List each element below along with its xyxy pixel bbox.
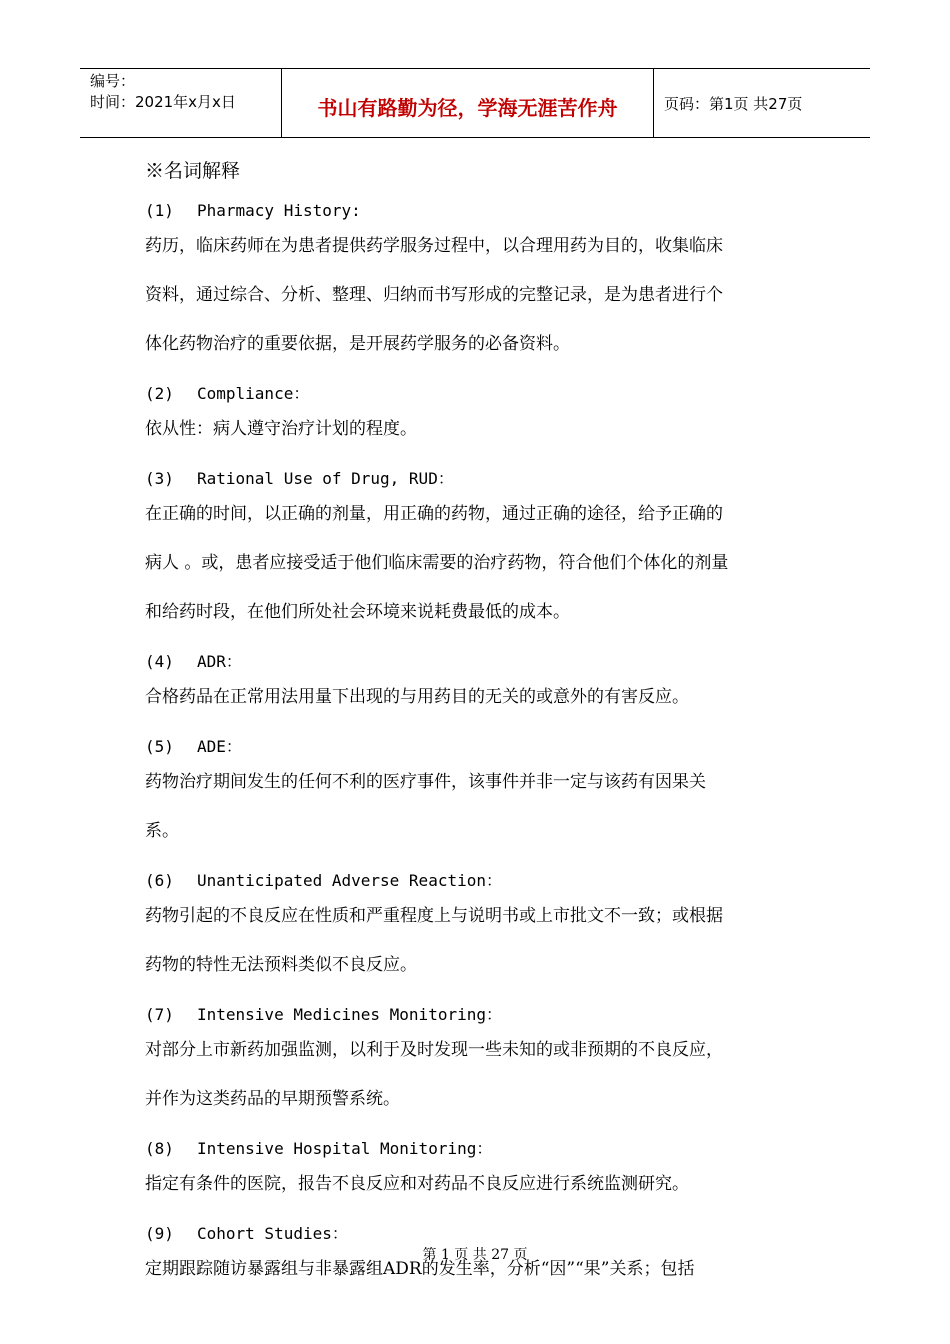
definition-line: 合格药品在正常用法用量下出现的与用药目的无关的或意外的有害反应。 bbox=[145, 687, 689, 707]
glossary-entry bbox=[145, 870, 825, 990]
definition-line: 药物的特性无法预料类似不良反应。 bbox=[145, 955, 417, 975]
glossary-entry bbox=[145, 1004, 825, 1124]
term-heading bbox=[145, 383, 825, 405]
definition-line: 系。 bbox=[145, 821, 179, 841]
section-title: ※名词解释 bbox=[145, 160, 241, 182]
definition-line: 药历，临床药师在为患者提供药学服务过程中，以合理用药为目的，收集临床 bbox=[145, 236, 723, 256]
document-body bbox=[145, 156, 825, 1308]
definition-line: 对部分上市新药加强监测，以利于及时发现一些未知的或非预期的不良反应， bbox=[145, 1040, 723, 1060]
header-page-info: 页码：第1页 共27页 bbox=[664, 94, 803, 113]
page-footer: 第 1 页 共 27 页 bbox=[422, 1247, 528, 1263]
glossary-list bbox=[145, 200, 825, 1294]
term-name: Rational Use of Drug, RUD： bbox=[197, 469, 454, 488]
term-name: Pharmacy History: bbox=[197, 201, 361, 220]
term-heading bbox=[145, 1223, 825, 1245]
header-motto: 书山有路勤为径，学海无涯苦作舟 bbox=[282, 69, 654, 137]
term-heading bbox=[145, 200, 825, 222]
serial-label: 编号： bbox=[90, 72, 136, 90]
definition-line: 药物引起的不良反应在性质和严重程度上与说明书或上市批文不一致；或根据 bbox=[145, 906, 723, 926]
definition-line: 在正确的时间，以正确的剂量，用正确的药物，通过正确的途径，给予正确的 bbox=[145, 504, 723, 524]
term-number: (4) bbox=[145, 652, 174, 671]
term-name: ADR： bbox=[197, 652, 242, 671]
term-heading bbox=[145, 870, 825, 892]
glossary-entry bbox=[145, 468, 825, 637]
term-number: (7) bbox=[145, 1005, 174, 1024]
term-number: (2) bbox=[145, 384, 174, 403]
glossary-entry bbox=[145, 1138, 825, 1209]
definition-line: 病人 。或，患者应接受适于他们临床需要的治疗药物，符合他们个体化的剂量 bbox=[145, 553, 729, 573]
glossary-entry bbox=[145, 383, 825, 454]
definition-line: 指定有条件的医院，报告不良反应和对药品不良反应进行系统监测研究。 bbox=[145, 1174, 689, 1194]
definition-line: 药物治疗期间发生的任何不利的医疗事件，该事件并非一定与该药有因果关 bbox=[145, 772, 706, 792]
term-heading bbox=[145, 736, 825, 758]
term-heading bbox=[145, 468, 825, 490]
term-number: (6) bbox=[145, 871, 174, 890]
term-heading bbox=[145, 1004, 825, 1026]
term-name: Intensive Medicines Monitoring： bbox=[197, 1005, 502, 1024]
term-name: Compliance： bbox=[197, 384, 310, 403]
term-number: (3) bbox=[145, 469, 174, 488]
term-name: ADE： bbox=[197, 737, 242, 756]
glossary-entry bbox=[145, 736, 825, 856]
header-meta bbox=[80, 69, 282, 137]
term-number: (1) bbox=[145, 201, 174, 220]
glossary-entry bbox=[145, 200, 825, 369]
definition-line: 定期跟踪随访暴露组与非暴露组ADR的发生率，分析“因”“果”关系；包括 bbox=[145, 1259, 695, 1279]
definition-line: 资料，通过综合、分析、整理、归纳而书写形成的完整记录，是为患者进行个 bbox=[145, 285, 723, 305]
definition-line: 依从性：病人遵守治疗计划的程度。 bbox=[145, 419, 417, 439]
term-number: (8) bbox=[145, 1139, 174, 1158]
definition-line: 体化药物治疗的重要依据，是开展药学服务的必备资料。 bbox=[145, 334, 570, 354]
time-label: 时间：2021年x月x日 bbox=[90, 93, 236, 111]
term-name: Unanticipated Adverse Reaction： bbox=[197, 871, 502, 890]
definition-line: 并作为这类药品的早期预警系统。 bbox=[145, 1089, 400, 1109]
term-heading bbox=[145, 1138, 825, 1160]
term-name: Cohort Studies： bbox=[197, 1224, 348, 1243]
definition-line: 和给药时段，在他们所处社会环境来说耗费最低的成本。 bbox=[145, 602, 570, 622]
term-number: (5) bbox=[145, 737, 174, 756]
term-number: (9) bbox=[145, 1224, 174, 1243]
term-heading bbox=[145, 651, 825, 673]
term-name: Intensive Hospital Monitoring： bbox=[197, 1139, 493, 1158]
glossary-entry bbox=[145, 651, 825, 722]
page-header bbox=[80, 68, 870, 138]
